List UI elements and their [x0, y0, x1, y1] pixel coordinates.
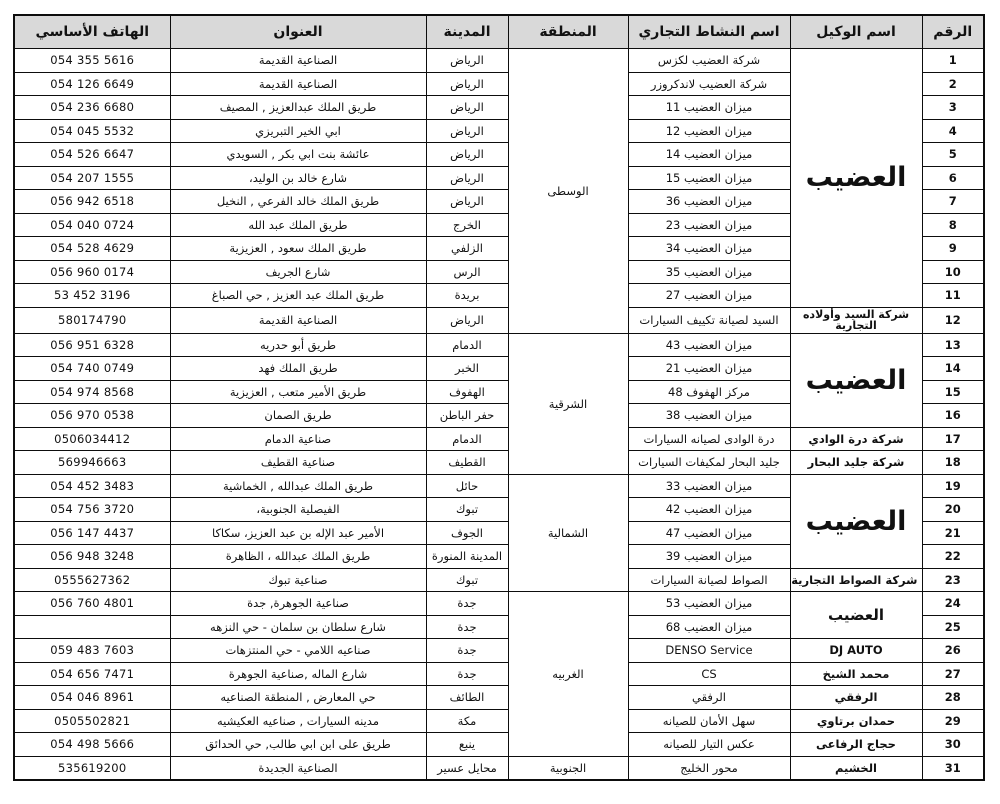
- phone-cell: 056 147 4437: [14, 521, 170, 545]
- column-header-region: المنطقة: [508, 15, 628, 49]
- phone-cell: 054 452 3483: [14, 474, 170, 498]
- row-number-cell: 21: [922, 521, 984, 545]
- address-cell: شارع سلطان بن سلمان - حي النزهه: [170, 615, 426, 639]
- activity-cell: مركز الهفوف 48: [628, 380, 790, 404]
- city-cell: الرياض: [426, 49, 508, 73]
- city-cell: الرياض: [426, 307, 508, 333]
- agent-cell: حجاج الرفاعى: [790, 733, 922, 757]
- city-cell: الرياض: [426, 119, 508, 143]
- activity-cell: شركة العضيب لاندكروزر: [628, 72, 790, 96]
- activity-cell: ميزان العضيب 34: [628, 237, 790, 261]
- address-cell: ابي الخير التبريزي: [170, 119, 426, 143]
- address-cell: شارع خالد بن الوليد،: [170, 166, 426, 190]
- phone-cell: 054 498 5666: [14, 733, 170, 757]
- city-cell: الهفوف: [426, 380, 508, 404]
- city-cell: تبوك: [426, 498, 508, 522]
- activity-cell: ميزان العضيب 42: [628, 498, 790, 522]
- address-cell: شارع الجريف: [170, 260, 426, 284]
- city-cell: الخبر: [426, 357, 508, 381]
- address-cell: صناعية الجوهرة, جدة: [170, 592, 426, 616]
- phone-cell: 0506034412: [14, 427, 170, 451]
- table-body: [14, 49, 984, 781]
- address-cell: حي المعارض , المنطقة الصناعيه: [170, 686, 426, 710]
- agent-cell: شركة السيد وأولاده التجارية: [790, 307, 922, 333]
- address-cell: الأمير عبد الإله بن عبد العزيز، سكاكا: [170, 521, 426, 545]
- row-number-cell: 28: [922, 686, 984, 710]
- phone-cell: 53 452 3196: [14, 284, 170, 308]
- address-cell: صناعية تبوك: [170, 568, 426, 592]
- column-header-phone: الهاتف الأساسي: [14, 15, 170, 49]
- row-number-cell: 22: [922, 545, 984, 569]
- activity-cell: شركة العضيب لكزس: [628, 49, 790, 73]
- activity-cell: ميزان العضيب 15: [628, 166, 790, 190]
- activity-cell: محور الخليج: [628, 756, 790, 780]
- row-number-cell: 1: [922, 49, 984, 73]
- row-number-cell: 27: [922, 662, 984, 686]
- table-row: [14, 333, 984, 357]
- table-row: [14, 307, 984, 333]
- activity-cell: ميزان العضيب 35: [628, 260, 790, 284]
- phone-cell: 054 045 5532: [14, 119, 170, 143]
- table-row: [14, 709, 984, 733]
- city-cell: الرياض: [426, 72, 508, 96]
- region-cell: الشمالية: [508, 474, 628, 592]
- agent-cell: العضيب: [790, 49, 922, 308]
- city-cell: الزلفي: [426, 237, 508, 261]
- city-cell: تبوك: [426, 568, 508, 592]
- city-cell: الرياض: [426, 143, 508, 167]
- table-row: [14, 639, 984, 663]
- activity-cell: الصواط لصيانة السيارات: [628, 568, 790, 592]
- phone-cell: 054 355 5616: [14, 49, 170, 73]
- phone-cell: 054 756 3720: [14, 498, 170, 522]
- column-header-city: المدينة: [426, 15, 508, 49]
- row-number-cell: 15: [922, 380, 984, 404]
- row-number-cell: 19: [922, 474, 984, 498]
- city-cell: بريدة: [426, 284, 508, 308]
- agent-cell: العضيب: [790, 333, 922, 427]
- agent-cell: DJ AUTO: [790, 639, 922, 663]
- city-cell: جدة: [426, 662, 508, 686]
- activity-cell: الرفقي: [628, 686, 790, 710]
- table-row: [14, 686, 984, 710]
- city-cell: جدة: [426, 592, 508, 616]
- row-number-cell: 3: [922, 96, 984, 120]
- address-cell: الفيصلية الجنوبية،: [170, 498, 426, 522]
- address-cell: طريق الملك خالد الفرعي , النخيل: [170, 190, 426, 214]
- row-number-cell: 8: [922, 213, 984, 237]
- city-cell: الخرج: [426, 213, 508, 237]
- row-number-cell: 2: [922, 72, 984, 96]
- address-cell: طريق على ابن ابي طالب, حي الحدائق: [170, 733, 426, 757]
- phone-cell: [14, 615, 170, 639]
- address-cell: طريق الملك عبد الله: [170, 213, 426, 237]
- activity-cell: ميزان العضيب 53: [628, 592, 790, 616]
- activity-cell: ميزان العضيب 38: [628, 404, 790, 428]
- phone-cell: 054 526 6647: [14, 143, 170, 167]
- row-number-cell: 29: [922, 709, 984, 733]
- row-number-cell: 12: [922, 307, 984, 333]
- header-row: [14, 15, 984, 49]
- address-cell: الصناعية القديمة: [170, 307, 426, 333]
- city-cell: محايل عسير: [426, 756, 508, 780]
- column-header-address: العنوان: [170, 15, 426, 49]
- agent-cell: شركة جليد البحار: [790, 451, 922, 475]
- address-cell: طريق الملك سعود , العزيزية: [170, 237, 426, 261]
- phone-cell: 054 207 1555: [14, 166, 170, 190]
- activity-cell: سهل الأمان للصيانه: [628, 709, 790, 733]
- row-number-cell: 6: [922, 166, 984, 190]
- table-row: [14, 474, 984, 498]
- address-cell: شارع الماله ,صناعية الجوهرة: [170, 662, 426, 686]
- agent-cell: شركة الصواط التجارية: [790, 568, 922, 592]
- region-cell: الوسطى: [508, 49, 628, 334]
- table-row: [14, 49, 984, 73]
- address-cell: الصناعية القديمة: [170, 49, 426, 73]
- activity-cell: ميزان العضيب 36: [628, 190, 790, 214]
- city-cell: حفر الباطن: [426, 404, 508, 428]
- address-cell: طريق الملك عبد العزيز , حي الصباغ: [170, 284, 426, 308]
- address-cell: طريق الملك عبدالعزيز , المصيف: [170, 96, 426, 120]
- activity-cell: CS: [628, 662, 790, 686]
- column-header-num: الرقم: [922, 15, 984, 49]
- phone-cell: 054 236 6680: [14, 96, 170, 120]
- activity-cell: جليد البحار لمكيفات السيارات: [628, 451, 790, 475]
- activity-cell: ميزان العضيب 39: [628, 545, 790, 569]
- table-row: [14, 568, 984, 592]
- city-cell: المدينة المنورة: [426, 545, 508, 569]
- activity-cell: ميزان العضيب 47: [628, 521, 790, 545]
- phone-cell: 054 040 0724: [14, 213, 170, 237]
- row-number-cell: 10: [922, 260, 984, 284]
- activity-cell: ميزان العضيب 33: [628, 474, 790, 498]
- table-row: [14, 451, 984, 475]
- address-cell: صناعية الدمام: [170, 427, 426, 451]
- row-number-cell: 11: [922, 284, 984, 308]
- row-number-cell: 16: [922, 404, 984, 428]
- table-row: [14, 756, 984, 780]
- phone-cell: 054 126 6649: [14, 72, 170, 96]
- row-number-cell: 30: [922, 733, 984, 757]
- city-cell: مكة: [426, 709, 508, 733]
- row-number-cell: 5: [922, 143, 984, 167]
- phone-cell: 054 046 8961: [14, 686, 170, 710]
- row-number-cell: 23: [922, 568, 984, 592]
- agent-cell: محمد الشيخ: [790, 662, 922, 686]
- row-number-cell: 14: [922, 357, 984, 381]
- city-cell: القطيف: [426, 451, 508, 475]
- phone-cell: 056 948 3248: [14, 545, 170, 569]
- activity-cell: ميزان العضيب 43: [628, 333, 790, 357]
- address-cell: الصناعية القديمة: [170, 72, 426, 96]
- row-number-cell: 4: [922, 119, 984, 143]
- row-number-cell: 26: [922, 639, 984, 663]
- phone-cell: 056 970 0538: [14, 404, 170, 428]
- agent-cell: العضيب: [790, 592, 922, 639]
- phone-cell: 535619200: [14, 756, 170, 780]
- address-cell: طريق الملك عبدالله , الخماشية: [170, 474, 426, 498]
- city-cell: الرياض: [426, 166, 508, 190]
- column-header-agent: اسم الوكيل: [790, 15, 922, 49]
- address-cell: عائشة بنت ابي بكر , السويدي: [170, 143, 426, 167]
- phone-cell: 059 483 7603: [14, 639, 170, 663]
- address-cell: طريق الملك عبدالله ، الظاهرة: [170, 545, 426, 569]
- activity-cell: ميزان العضيب 12: [628, 119, 790, 143]
- phone-cell: 054 974 8568: [14, 380, 170, 404]
- phone-cell: 580174790: [14, 307, 170, 333]
- column-header-activity: اسم النشاط التجاري: [628, 15, 790, 49]
- address-cell: طريق الأمير متعب , العزيزية: [170, 380, 426, 404]
- city-cell: الرس: [426, 260, 508, 284]
- city-cell: جدة: [426, 639, 508, 663]
- city-cell: الرياض: [426, 190, 508, 214]
- phone-cell: 056 951 6328: [14, 333, 170, 357]
- row-number-cell: 7: [922, 190, 984, 214]
- agent-cell: الرفقي: [790, 686, 922, 710]
- phone-cell: 569946663: [14, 451, 170, 475]
- row-number-cell: 24: [922, 592, 984, 616]
- dealer-table: [13, 14, 985, 781]
- agent-cell: العضيب: [790, 474, 922, 568]
- address-cell: الصناعية الجديدة: [170, 756, 426, 780]
- row-number-cell: 13: [922, 333, 984, 357]
- phone-cell: 056 960 0174: [14, 260, 170, 284]
- phone-cell: 0555627362: [14, 568, 170, 592]
- activity-cell: ميزان العضيب 23: [628, 213, 790, 237]
- row-number-cell: 17: [922, 427, 984, 451]
- phone-cell: 056 760 4801: [14, 592, 170, 616]
- city-cell: الدمام: [426, 333, 508, 357]
- address-cell: طريق الصمان: [170, 404, 426, 428]
- phone-cell: 054 740 0749: [14, 357, 170, 381]
- activity-cell: عكس التيار للصيانه: [628, 733, 790, 757]
- activity-cell: ميزان العضيب 27: [628, 284, 790, 308]
- address-cell: مدينه السيارات , صناعيه العكيشيه: [170, 709, 426, 733]
- row-number-cell: 25: [922, 615, 984, 639]
- row-number-cell: 18: [922, 451, 984, 475]
- phone-cell: 054 656 7471: [14, 662, 170, 686]
- table-row: [14, 592, 984, 616]
- city-cell: ينبع: [426, 733, 508, 757]
- city-cell: الجوف: [426, 521, 508, 545]
- address-cell: طريق أبو حدريه: [170, 333, 426, 357]
- city-cell: جدة: [426, 615, 508, 639]
- address-cell: صناعيه اللامي - حي المنتزهات: [170, 639, 426, 663]
- activity-cell: درة الوادى لصيانه السيارات: [628, 427, 790, 451]
- table-row: [14, 662, 984, 686]
- phone-cell: 054 528 4629: [14, 237, 170, 261]
- activity-cell: ميزان العضيب 14: [628, 143, 790, 167]
- address-cell: صناعية القطيف: [170, 451, 426, 475]
- phone-cell: 056 942 6518: [14, 190, 170, 214]
- row-number-cell: 20: [922, 498, 984, 522]
- phone-cell: 0505502821: [14, 709, 170, 733]
- table-header: [14, 15, 984, 49]
- row-number-cell: 31: [922, 756, 984, 780]
- city-cell: الدمام: [426, 427, 508, 451]
- activity-cell: DENSO Service: [628, 639, 790, 663]
- row-number-cell: 9: [922, 237, 984, 261]
- region-cell: الجنوبية: [508, 756, 628, 780]
- region-cell: الغربيه: [508, 592, 628, 757]
- activity-cell: ميزان العضيب 21: [628, 357, 790, 381]
- activity-cell: ميزان العضيب 68: [628, 615, 790, 639]
- activity-cell: السيد لصيانة تكييف السيارات: [628, 307, 790, 333]
- region-cell: الشرقية: [508, 333, 628, 474]
- agent-cell: الخشيم: [790, 756, 922, 780]
- agent-cell: شركة درة الوادي: [790, 427, 922, 451]
- city-cell: حائل: [426, 474, 508, 498]
- agent-cell: حمدان برتاوي: [790, 709, 922, 733]
- activity-cell: ميزان العضيب 11: [628, 96, 790, 120]
- table-row: [14, 733, 984, 757]
- table-row: [14, 427, 984, 451]
- city-cell: الطائف: [426, 686, 508, 710]
- city-cell: الرياض: [426, 96, 508, 120]
- address-cell: طريق الملك فهد: [170, 357, 426, 381]
